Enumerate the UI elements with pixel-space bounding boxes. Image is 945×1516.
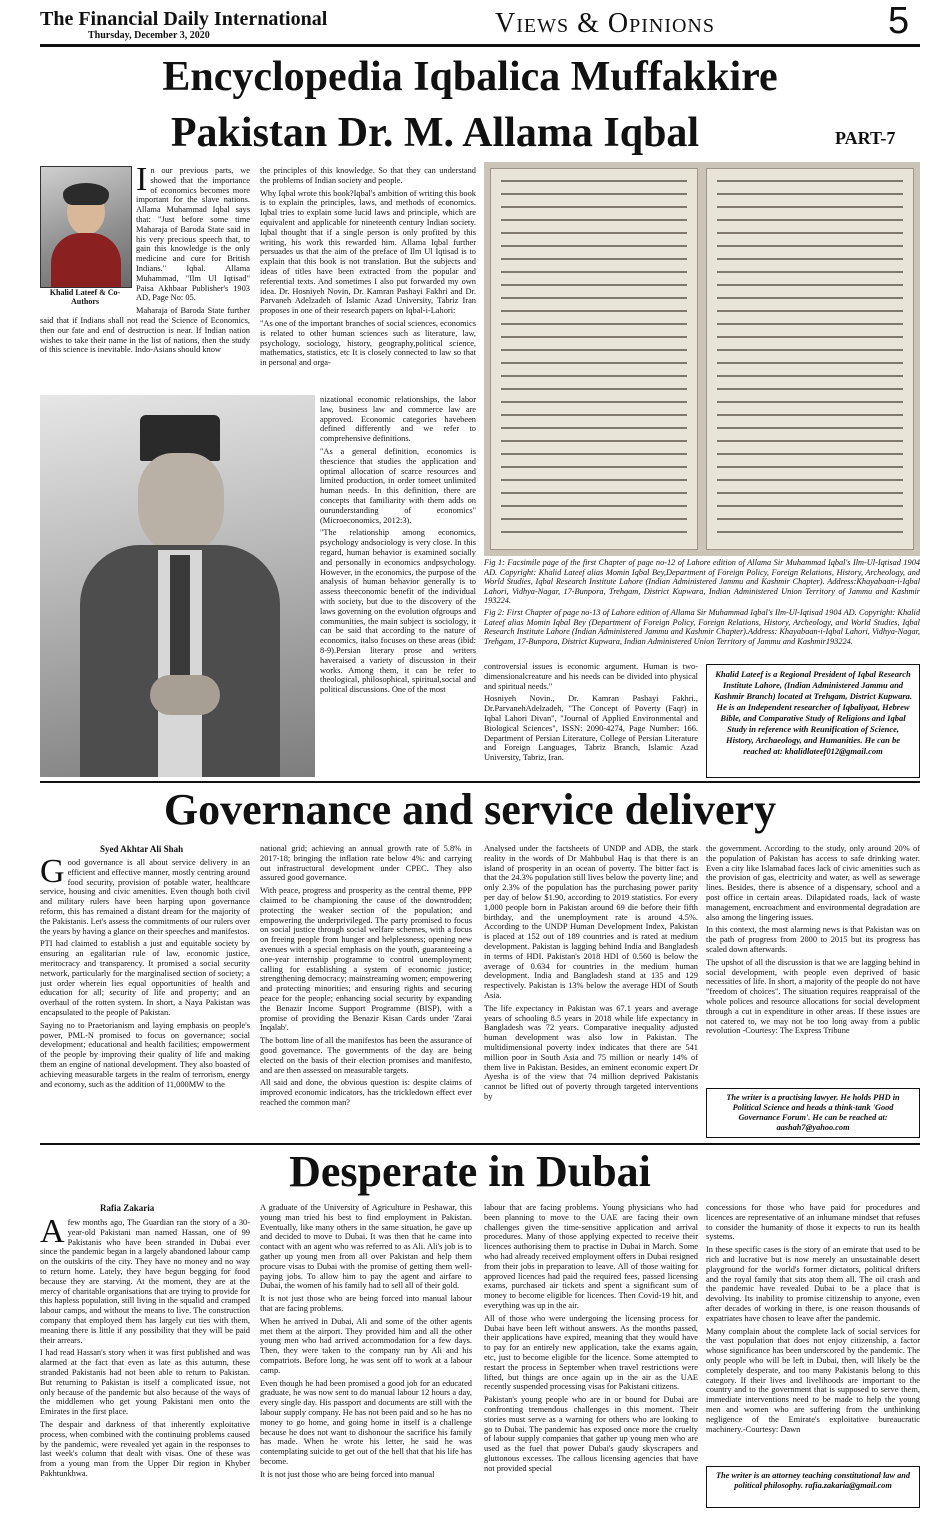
article1-column3 (484, 662, 698, 778)
article1-column2b (320, 395, 476, 777)
article1-col2-para2: Why Iqbal wrote this book?Iqbal's ambition of writing this book is to explain the principles, laws, and methods of economics. Iqbal tries to explain some lucid laws and principle, which are equivalent and applicable for nineteenth century Indian society. Iqbal thought that if a single person is only profited by this writing, his work this rewarded him. Allama Iqbal further persuades us that the aim of the preface of Ilm Ul Iqtisad is to explain that this book is not translation. But the subjects and ideas of titles have been extracted from the popular and referential texts. And sometimes I also put forwarded my own idea. Dr. Hosniyeh Novin, Dr. Kamran Pashayi Fakhri and Dr. Parvaneh Adelzadeh of Islamic Azad University, Tabriz Iran proposes in one of their research papers on Iqbal-i-Lahori: (260, 188, 476, 316)
article2-author-bio-box: The writer is a practising lawyer. He holds PHD in Political Science and heads a think-tank 'Good Governance Forum'. He can be reached at: aashah7@yahoo.com (706, 1088, 920, 1138)
article2-col2-para3: The bottom line of all the manifestos has been the assurance of good governance. The governments of the day are being elected on the basis of their election promises and manifesto, and are then assessed on measurable targets. (260, 1036, 472, 1075)
article3-col3-para1: labour that are facing problems. Young physicians who had been planning to move to the UAE are facing their own challenges given the time-sensitive application and arrival procedures. Many of those applying expected to receive their licences authorising them to practise in Dubai in March. Some who had already received employment offers in Dubai resigned from their jobs in preparation to leave. All of those waiting for approved licences had paid the required fees, passed licensing exams, purchased air tickets and spent a significant sum of money to become eligible for licences. Then Covid-19 hit, and everything was up in the air. (484, 1203, 698, 1310)
article3-column3 (484, 1203, 698, 1512)
facsimile-page-13 (706, 168, 914, 550)
article1-author-bio-box: Khalid Lateef is a Regional President of Iqbal Research Institute Lahore, (Indian Administered Jammu and Kashmir Branch) located at Trehgam, District Kupwara. He is an Independent researcher of Iqbaliyaat, Hebrew Bible, and Comparative Study of Religions and Iqbal Study in reference with Reunification of Science, History, Archaeology, and Humanities. He can be reached at: khalidlateef012@gmail.com (706, 664, 920, 778)
issue-date: Thursday, December 3, 2020 (88, 30, 210, 41)
article3-col2-para2: It is not just those who are being forced into manual labour that are facing problems. (260, 1294, 472, 1313)
article1-col3-para2: Hosniyeh Novin., Dr. Kamran Pashayi Fakhri., Dr.ParvanehAdelzadeh, "The Concept of Poverty (Faqr) in Iqbal Lahori Divan", "Journal of Applied Environmental and Biological Sciences", ISSN: 2090-4274, Page Number: 166. Department of Persian Literature, College of Persian Literature and Foreign Languages, Tabriz Branch, Islamic Azad University, Tabriz, Iran. (484, 694, 698, 763)
article1-col1-para1: n our previous parts, we showed that the importance of economics becomes more important for the slave nations. Allama Muhammad Iqbal says that: "Just before some time Maharaja of Baroda State said in his very precious speech that, to gain this knowledge is the only medicine and cure for British Indians." Iqbal. Allama Muhammad, "Ilm Ul Iqtisad" Paisa Akhbaar Publisher's 1903 AD, Page No: 05. (136, 166, 250, 303)
article1-col2b-para1: nizational economic relationships, the labor law, business law and commerce law are approved. Economic categories havebeen defined differently and we refer to comprehensive definitions. (320, 395, 476, 444)
figure2-caption: Fig 2: First Chapter of page no-13 of Lahore edition of Allama Sir Muhammad Iqbal's Ilm-Ul-Iqtisad 1904 AD. Copyright: Khalid Lateef alias Momin Iqbal Bey (Department of Foreign Policy, Foreign Relations, History, Archeology, and World Studies, Iqbal Research Institute Lahore (Indian Administered Jammu and Kashmir Chapter).Address: Khayabaan-i-Iqbal Lahori, Vidhya-Nagar, Trehgam, 17-Bunpora, District Kupwara, Indian Administered Union Territory of Jammu and Kashmir193224. (484, 607, 920, 646)
article3-headline: Desperate in Dubai (289, 1147, 651, 1196)
article1-column2 (260, 166, 476, 394)
figure1-caption: Fig 1: Facsimile page of the first Chapter of page no-12 of Lahore edition of Allama Sir Muhammad Iqbal's Ilm-Ul-Iqtisad 1904 AD. Copyright: Khalid Lateef alias Momin Iqbal Bey,Department of Foreign Policy, Foreign Relations, History, Archeology, and World Studies, Iqbal Research Institute Lahore (Indian Administered Jammu and Kashmir Chapter). Address:Khayabaan-i-Iqbal Lahori, Vidhya-Nagar, 17-Bunpora, Trehgam, District Kupwara, Indian Administered Union Territory of Jammu and Kashmir 193224. (484, 558, 920, 606)
section-divider-1 (40, 781, 920, 783)
article1-col3-para1: controversial issues is economic argument. Human is two-dimensionalcreature and his needs can be divided into physical and spiritual needs." (484, 662, 698, 691)
article2-col1-para2: PTI had claimed to establish a just and equitable society by ensuring an egalitarian rule of law, economic justice, meritocracy and transparency. It promised a social security network, particularly for the marginalised section of society; a just order wherein lies equal opportunities of health and education for all; security of life and property; and an overhaul of the rotten system. In short, a Naya Pakistan was encapsulated to the people of Pakistan. (40, 939, 250, 1017)
article2-byline: Syed Akhtar Ali Shah (100, 844, 184, 854)
masthead-rule (40, 44, 920, 47)
article1-part-label: PART-7 (835, 128, 896, 148)
article3-col4-para1: concessions for those who have paid for procedures and licences are representative of an inhumane mindset that refuses to consider the humanity of those it expects to run its health systems. (706, 1203, 920, 1242)
article3-col3-para2: All of those who were undergoing the licensing process for Dubai have been left without answers. As the months passed, their applications have expired, meaning that they would have to pay for an entirely new application, take the exams again, etc, just to become eligible for the licence. Some attempted to restart the process in September when travel restrictions were lifted, but things are once again up in the air as the UAE recently suspended processing visas for Pakistani citizens. (484, 1313, 698, 1392)
article2-headline: Governance and service delivery (163, 785, 777, 834)
article2-col1-para3: Saying no to Praetorianism and laying emphasis on people's power, PML-N promised to focus on governance; social development; educational and health facilities; empowerment of the people by improving their quality of life and making them an engine of national development. They also boasted of achieving measurable targets in the realm of terrorism, energy and economy, such as the addition of 11,000MW to the (40, 1020, 250, 1089)
author-photo-caption: Khalid Lateef & Co-Authors (49, 288, 121, 306)
article1-headline-line2: Pakistan Dr. M. Allama Iqbal (170, 110, 700, 156)
article2-col3-para1: Analysed under the factsheets of UNDP and ADB, the stark reality in the words of Dr Mahbubul Haq is that there is an island of prosperity in an ocean of poverty. The bitter fact is that the 24.3% population still lives below the poverty line; and only 2.3% of the population has the purchasing power parity per day of below $1.90, according to 2019 statistics. For every 1,000 people born in Pakistan around 69 die before their fifth birthday, and the unemployment rate is around 4.5%. According to the UNDP Human Development Index, Pakistan is placed at 152 out of 189 countries and is rated at medium development. Pakistan is lagging behind India and Bangladesh in terms of HDI. Pakistan's 2018 HDI of 0.560 is below the average of 0.634 for countries in the medium human development. India and Bangladesh stand at 135 and 129 respectively. Pakistan is 13% below the average HDI of South Asia. (484, 844, 698, 1000)
article3-col4-para3: Many complain about the complete lack of social services for the vast population that does not enjoy citizenship, a factor whose significance has been underscored by the pandemic. The only people who will be left in Dubai, then, will likely be the completely desperate, and too many Pakistanis belong to this category. If their lives and livelihoods are important to the country and to the government that is supposed to serve them, immediate interventions need to be made to help the young men and women who are suffering from the unthinking negligence of the Emirate's exploitative bureaucratic machinery.-Courtesy: Dawn (706, 1326, 920, 1434)
newspaper-name: The Financial Daily International (40, 8, 328, 30)
article3-col1-para2: I had read Hassan's story when it was first published and was alarmed at the fact that even as late as this autumn, these stranded Pakistanis had not been able to return to Pakistan. But returning to Pakistan is itself a complicated issue, not only because of the pandemic but also because of the ways of the middlemen who get young Pakistani men onto the Emirates in the first place. (40, 1348, 250, 1417)
article1-col2-para1: the principles of this knowledge. So that they can understand the problems of Indian society and people. (260, 166, 476, 185)
article2-col2-para1: national grid; achieving an annual growth rate of 5.8% in 2017-18; bringing the inflation rate below 4%: and carrying out infrastructural development under CPEC. They also assured good governance. (260, 844, 472, 883)
article1-col1-para2: Maharaja of Baroda State further said that if Indians shall not read the Science of Economics, then our fate and end of destruction is near. If Indian nation wishes to take their name in the list of nations, then the study of this science is inevitable. Indo-Asians should know (40, 306, 250, 355)
article3-col2-para1: A graduate of the University of Agriculture in Peshawar, this young man tried his best to find employment in Pakistan. Eventually, like many others in the same situation, he gave up and decided to move to Dubai. It was then that he came into contact with an agent who was referred to as Ali. Ali's job is to gather up young men from all over Pakistan and help them procure visas to Dubai with the promise of getting them well-paying jobs. To allow him to pay the agent and airfare to Dubai, the women of his family had to sell all of their gold. (260, 1203, 472, 1291)
article2-col2-para2: With peace, progress and prosperity as the central theme, PPP claimed to be championing the cause of the downtrodden; protecting the weaker section of the population; and empowering the underprivileged. The party promised to focus on social justice through social welfare schemes, with a focus on freeing people from hunger and helplessness; opening new avenues with a special emphasis on the youth, guaranteeing a one-year internship programme to control unemployment; calling for establishing a system of economic justice; strengthening democracy; mainstreaming women; empowering and protecting minorities; and ensuring rights and securing peace for the people; enhancing social security by expanding the Benazir Income Support Programme (BISP), with a promise of providing the Benazir Kisan Cards under 'Zarai Inqalab'. (260, 886, 472, 1033)
article3-col2-para4: Even though he had been promised a good job for an educated graduate, he was now sent to do manual labour 12 hours a day, every single day. His passport and documents are still with the labour supply company. He has not been paid and so he has no money to go home, and going home in itself is a challenge because he does not want to dishonour the sacrifice his family has made. When he wrote his letter, he said he was contemplating suicide to get out of the hell that that his life has become. (260, 1378, 472, 1466)
article3-column4 (706, 1203, 920, 1461)
article2-column4 (706, 844, 920, 1084)
drop-cap: I (136, 166, 148, 198)
article1-column1 (40, 166, 250, 396)
article3-column2 (260, 1203, 472, 1512)
article1-col2b-para3: "The relationship among economics, psychology andsociology is very close. In this regard, human behavior is examined socially and personally in economics andpsychology. However, in the economics, the purpose of the analysis of human behavior generally is to assess theeconomic benefit of the individual with society, but due to the discovery of the laws governing on the evolution ofgroups and communities, the main subject is sociology, it can be said that according to the nature of economics, italso focuses on these areas (ibid: 8-9).Persian literary prose and writers haveraised a variety of discussion in their works. Among them, it can be refer to theological, philosophical, spiritual,social and political discussions. One of the most (320, 528, 476, 695)
article2-col1-para1: ood governance is all about service delivery in an efficient and effective manner, mostly centring around food security, provision of potable water, healthcare service, housing and civic amenities. Even though both civil and military rulers have been harping upon governance reform, this has remained a distant dream for the majority of the Pakistanis. Let's assess the commitments of our rulers over the years by having a glance on their speeches and manifestos. (40, 858, 250, 936)
article2-column1 (40, 858, 250, 1140)
section-divider-2 (40, 1143, 920, 1145)
article3-col3-para3: Pakistan's young people who are in or bound for Dubai are confronting tremendous challenges in this moment. Their stories must serve as a warning for others who are looking to go to Dubai. The pandemic has exposed once more the cruelty of labour supply companies that gather up young men who are used as the fuel that power Dubai's gaudy skyscrapers and gluttonous excesses. The callous licensing agencies that have not provided special (484, 1395, 698, 1473)
article3-column1 (40, 1218, 250, 1512)
page-number: 5 (888, 0, 910, 42)
drop-cap: A (40, 1218, 65, 1250)
article2-col4-para1: the government. According to the study, only around 20% of the population of Pakistan has access to safe drinking water. Even a city like Islamabad faces lack of civic amenities such as the provision of gas, electricity and water, as well as sewerage lines. Besides, there is absence of a dispensary, school and a post office in certain areas. Dilapidated roads, lack of waste management, encroachment and environmental degradation are also among the lingering issues. (706, 844, 920, 922)
article2-col4-para2: In this context, the most alarming news is that Pakistan was on the path of progress from 2000 to 2015 but its progress has scaled down afterwards. (706, 925, 920, 954)
allama-iqbal-portrait (40, 395, 315, 777)
article3-col1-para1: few months ago, The Guardian ran the story of a 30-year-old Pakistani man named Hassan, one of 99 Pakistanis who have been stranded in Dubai ever since the pandemic began in a largely abandoned labour camp on the outskirts of the city. They have no money and no way to return home. Lately, they have begun begging for food because they are starving. At the moment, they are at the mercy of charitable organisations that are trying to provide for this hapless population, still living in the squalid and cramped labour camps, and without the means to live. The construction company that employed them has largely cut ties with them, meaning there is little if any possibility that they will be paid their arrears. (40, 1218, 250, 1345)
facsimile-page-12 (490, 168, 698, 550)
article1-col2b-para2: "As a general definition, economics is thescience that studies the application and optimal allocation of scarce resources and limited production, in order tomeet unlimited human needs. In this definition, there are concepts that familiarity with them adds on ourunderstanding of economics" (Microeconomics, 2012:3). (320, 446, 476, 525)
article1-headline-line1: Encyclopedia Iqbalica Muffakkire (162, 54, 778, 100)
article2-column3 (484, 844, 698, 1140)
article2-col3-para2: The life expectancy in Pakistan was 67.1 years and average years of schooling 8.5 years in 2018 while life expectancy in Bangladesh was 72 years. Comparative inequality adjusted human development was also low in Pakistan. The multidimensional poverty index indicates that there are 541 million poor in South Asia and 75 million or nearly 14% of them live in Pakistan. Besides, an eminent economic expert Dr Ayesha is of the view that 74 million deprived Pakistanis cannot be lifted out of poverty through targeted interventions by (484, 1003, 698, 1101)
section-title: Views & Opinions (495, 8, 715, 39)
article3-col1-para3: The despair and darkness of that inherently exploitative process, when combined with the continuing problems caused by the pandemic, were revealed yet again in the responses to last week's column that dealt with visas. One of these was from a young man from the Upper Dir region in Khyber Pakhtunkhwa. (40, 1419, 250, 1478)
article2-col2-para4: All said and done, the obvious question is: despite claims of improved economic indicators, has the trickledown effect ever reached the common man? (260, 1078, 472, 1107)
urdu-facsimile-pages (484, 162, 920, 556)
facsimile-captions (484, 558, 920, 658)
article3-byline: Rafia Zakaria (100, 1203, 155, 1213)
article2-column2 (260, 844, 472, 1140)
drop-cap: G (40, 858, 65, 890)
article3-author-bio-box: The writer is an attorney teaching constitutional law and political philosophy. rafia.zakaria@gmail.com (706, 1466, 920, 1508)
article1-col2-para3: "As one of the important branches of social sciences, economics is related to other human sciences such as literature, law, psychology, sociology, history, geography,political science, mathematics, statistics, etc It is closely connected to law so that in personal and orga- (260, 318, 476, 368)
article3-col2-para3: When he arrived in Dubai, Ali and some of the other agents met them at the airport. They provided him and all the other young men who had arrived accommodation for a few days. Then, they were taken to the company run by Ali and his compatriots. Before long, he was sent off to work at a labour camp. (260, 1316, 472, 1375)
article3-col2-para5: It is not just those who are being forced into manual (260, 1469, 435, 1479)
article2-col4-para3: The upshot of all the discussion is that we are lagging behind in social development, with people even deprived of basic necessities of life. In short, a majority of the people do not have "freedom of choices". The situation requires reappraisal of the whole polices and resource allocations for social development through a cut in expenditure in other areas. If these issues are not catered to, we may not be too long away from a public revolution -Courtesy: The Express Tribune (706, 957, 920, 1036)
article3-col4-para2: In these specific cases is the story of an emirate that used to be rich and lucrative but is now merely an unsustainable desert playground for the world's former dictators, political drifters and the royal family that sits atop them all. The oil crash and the pandemic have revealed Dubai to be a place that is devolving. Its inability to promise citizenship to anyone, even after decades of working in there, is one reason thousands of expatriates have chosen to leave after the pandemic. (706, 1245, 920, 1323)
